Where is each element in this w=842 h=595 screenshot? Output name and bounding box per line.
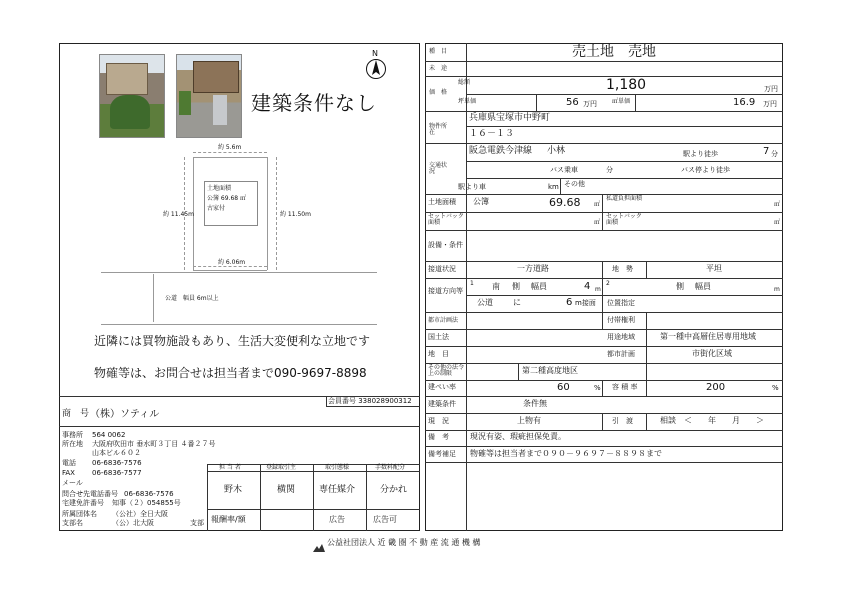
left-dimension: 約 11.45m [163,211,194,218]
mail-label: メール [62,479,83,487]
notes-label: 備 考 [428,433,449,441]
road-status-value: 一方道路 [517,264,549,273]
frontage-value: 6 [566,297,573,308]
road1-number: 1 [470,280,474,287]
handover-label: 引 渡 [612,417,633,425]
current-value: 上物有 [517,416,541,425]
private-road-label: 私道負担面積 [606,195,643,202]
assoc-label: 所属団体名 [62,510,97,518]
land-area-kind: 公簿 [473,197,489,206]
road2-width-label: 幅員 [695,282,711,291]
line-name: 阪急電鉄今津線 [469,146,533,156]
supplement-value: 物確等は担当者まで０９０－９６９７－８８９８まで [470,449,662,458]
far-label: 容 積 率 [612,383,638,391]
branch-value: （公）北大阪 [112,519,154,527]
tsubo-value: 56 [566,97,579,108]
staff-value-2: 横関 [277,485,296,495]
promo-line-1: 近隣には買物施設もあり、生活大変便利な立地です [94,334,371,348]
remarks-label: 設備・条件 [428,241,463,249]
bcr-percent: % [594,384,601,392]
land-area-label: 土地面積 [428,198,456,206]
house-photo-2 [176,54,242,138]
staff-header-2: 登録取引主 [266,464,297,471]
road-label: 公道 幅員 6m以上 [165,295,219,302]
setback-label: セットバック面積 [428,213,464,226]
road-direction-label: 接道方向等 [428,287,463,295]
office-label: 事務所 [62,431,83,439]
branch-suffix: 支部 [190,519,204,527]
handover-value: 相談 ＜ 年 月 ＞ [660,416,764,425]
shumoku-value: 売土地 売地 [572,44,656,60]
supplement-label: 備考補足 [428,450,456,458]
bus-label: バス乗車 [550,166,578,174]
staff-header-1: 担 当 者 [219,464,241,471]
trade-label: 商 号 [62,409,90,419]
use-zone-value: 第一種中高層住居専用地域 [660,332,756,341]
terrain-value: 平坦 [706,264,722,273]
bus-unit: 分 [606,166,613,174]
kakaku-label: 価 格 [429,89,448,96]
build-cond-label: 建築条件 [428,400,456,408]
frontage-label: m接面 [575,299,596,307]
road2-unit: m [774,286,780,293]
branch-label: 支部名 [62,519,83,527]
road1-direction: 南 [492,282,500,291]
staff-header-3: 取引態様 [325,464,350,471]
road1-width: 4 [584,281,591,292]
location-line-2: １６－１３ [469,129,515,139]
top-dimension: 約 5.6m [218,144,242,151]
far-percent: % [772,384,779,392]
land-law-label: 国土法 [428,333,449,341]
staff-foot-4: 広告可 [373,515,397,524]
sogaku-label: 総額 [458,79,471,86]
staff-value-1: 野木 [224,485,243,495]
promo-line-2: 物確等は、お問合せは担当者まで090-9697-8898 [94,366,367,380]
city-area-value: 市街化区域 [692,349,732,358]
fax-value: 06-6836-7577 [92,469,142,477]
far-value: 200 [706,382,726,393]
m2-unit: 万円 [763,100,777,108]
staff-value-3: 専任媒介 [319,485,356,495]
road-status-label: 接道状況 [428,265,456,273]
current-label: 現 況 [428,417,449,425]
kenchiku-label: 付帯権利 [607,316,635,324]
traffic-label: 交通状況 [429,162,448,175]
location-line-1: 兵庫県宝塚市中野町 [469,113,551,123]
address-label: 所在地 [62,440,83,448]
road2-number: 2 [606,280,610,287]
walk-value: 7 [763,146,770,157]
build-cond-value: 条件無 [523,399,547,408]
area-value: 公簿 69.68 ㎡ [207,195,246,202]
road1-side: 側 [512,282,520,291]
tel-label: 電話 [62,459,76,467]
road-public: 公道 [477,298,493,307]
staff-header-4: 手数料配分 [375,464,406,471]
notes-value: 現況有姿、瑕疵担保免責。 [470,432,566,441]
assoc-value: （公社）全日大阪 [112,510,168,518]
station-name: 小林 [547,146,566,156]
license-value: 知事（２）054855号 [112,499,181,507]
license-label: 宅建免許番号 [62,499,104,507]
shumoku-label: 種 目 [429,48,448,55]
address-line-1: 大阪府吹田市 垂水町３丁目 ４番２７号 [92,440,216,448]
staff-value-4: 分かれ [380,485,408,495]
bcr-label: 建ぺい率 [428,383,456,391]
address-line-2: 山本ビル６０２ [92,449,141,457]
setback2-label: セットバック面積 [606,213,642,226]
road1-width-label: 幅員 [531,282,547,291]
tsubo-unit: 万円 [583,100,597,108]
bus-walk-label: バス停より徒歩 [681,166,730,174]
setback2-unit: ㎡ [774,219,781,226]
terrain-label: 地 勢 [612,265,633,273]
area-label: 土地面積 [207,185,232,192]
setback-unit: ㎡ [594,219,601,226]
road2-side: 側 [676,282,684,291]
land-area-value: 69.68 [549,196,581,209]
fax-label: FAX [62,469,75,477]
other-label: その他 [564,180,585,188]
price-unit: 万円 [764,85,778,93]
use-zone-label: 用途地域 [607,333,635,341]
member-number: 会員番号 338028900312 [328,397,412,405]
area-note: 古家付 [207,205,226,212]
footer-association: 公益社団法人 近 畿 圏 不 動 産 流 通 機 構 [327,538,481,547]
walk-unit: 分 [771,150,778,158]
price-value: 1,180 [606,77,647,93]
road-ni: に [513,298,521,307]
house-photo-1 [99,54,165,138]
height-district: 第二種高度地区 [522,366,578,375]
trade-name: （株）ソティル [90,409,160,420]
walk-label: 駅より徒歩 [683,150,718,158]
association-logo-icon [313,538,325,547]
km-unit: km [548,183,559,191]
tsubo-label: 坪単価 [458,98,477,105]
position-label: 位置指定 [607,299,635,307]
station-car-label: 駅より車 [458,183,486,191]
kaisu-label: 未 途 [429,65,448,72]
postal-code: 564 0062 [92,431,126,439]
north-compass-icon: N [364,50,388,80]
m2-value: 16.9 [733,97,756,108]
tel-value: 06-6836-7576 [92,459,142,467]
city-plan-label: 都市計画法 [428,317,459,324]
private-road-unit: ㎡ [774,201,781,208]
headline: 建築条件なし [251,91,377,115]
road1-unit: m [595,286,601,293]
m2-label: ㎡単価 [612,98,631,105]
bottom-dimension: 約 6.06m [218,259,246,266]
land-area-unit: ㎡ [594,201,601,208]
staff-foot-3: 広告 [329,515,345,524]
location-label: 物件所在 [429,123,448,136]
contact-label: 問合せ先電話番号 [62,490,118,498]
staff-foot-1: 報酬率/額 [211,515,246,524]
other-limit-label: その他の法令上の制限 [428,364,465,377]
bcr-value: 60 [557,382,570,393]
right-dimension: 約 11.50m [280,211,311,218]
city-area-label: 都市計画 [607,350,635,358]
contact-value: 06-6836-7576 [124,490,174,498]
chimoku-label: 地 目 [428,350,449,358]
